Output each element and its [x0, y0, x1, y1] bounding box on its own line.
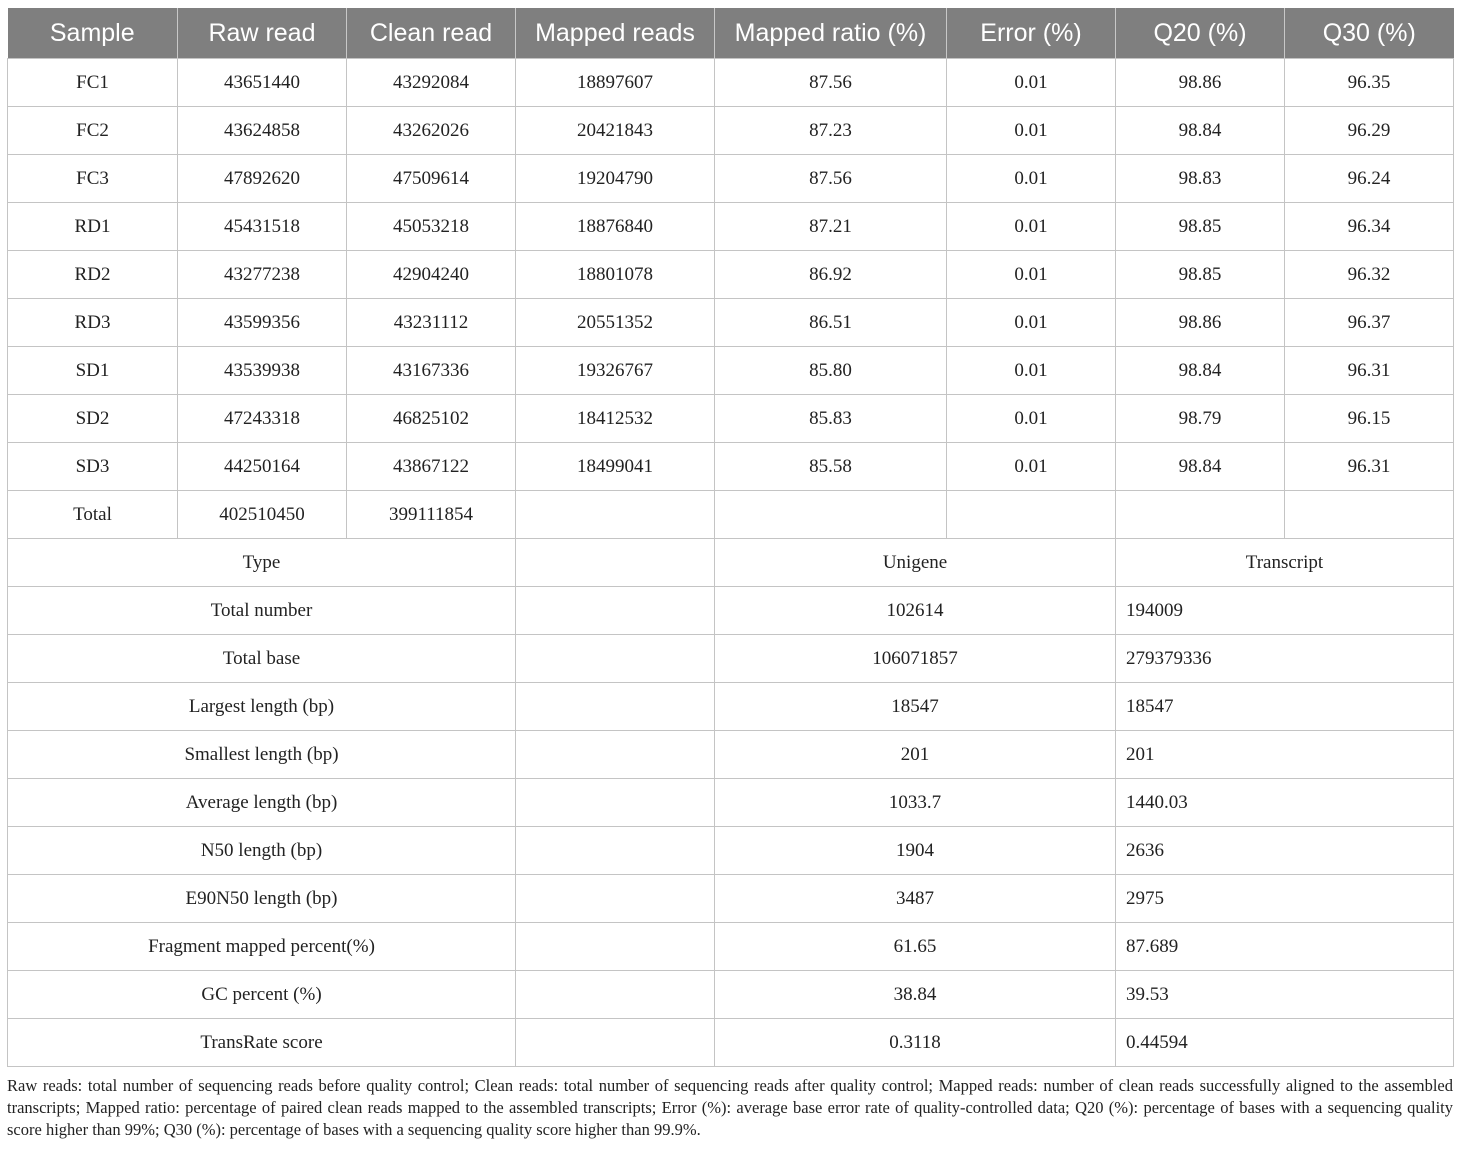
assembly-unigene-cell: 102614: [715, 587, 1116, 635]
table-cell: 47509614: [347, 155, 516, 203]
table-cell: SD2: [8, 395, 178, 443]
table-cell: 18897607: [516, 59, 715, 107]
table-cell: 42904240: [347, 251, 516, 299]
assembly-type-cell: Largest length (bp): [8, 683, 516, 731]
table-cell: 19326767: [516, 347, 715, 395]
assembly-type-cell: Total base: [8, 635, 516, 683]
empty-cell: [1116, 491, 1285, 539]
table-cell: 0.01: [947, 299, 1116, 347]
table-cell: 43651440: [178, 59, 347, 107]
table-cell: 86.92: [715, 251, 947, 299]
table-cell: 0.01: [947, 251, 1116, 299]
header-raw-read: Raw read: [178, 8, 347, 59]
table-cell: 19204790: [516, 155, 715, 203]
table-row: [8, 251, 1454, 299]
table-cell: 85.80: [715, 347, 947, 395]
table-cell: 87.56: [715, 59, 947, 107]
assembly-unigene-cell: 106071857: [715, 635, 1116, 683]
assembly-unigene-cell: 1033.7: [715, 779, 1116, 827]
table-cell: 43539938: [178, 347, 347, 395]
table-cell: 96.31: [1285, 347, 1454, 395]
assembly-row: [8, 683, 1454, 731]
assembly-transcript-cell: 2636: [1116, 827, 1454, 875]
empty-cell: [516, 827, 715, 875]
table-footnote: Raw reads: total number of sequencing reads before quality control; Clean reads: total number of sequencing reads after quality control; Mapped reads: number of clean reads successfully aligned to the assembled transcripts; Mapped ratio: percentage of paired clean reads mapped to the assembled transcripts; Error (%): average base error rate of quality-controlled data; Q20 (%): percentage of bases with a sequencing quality score higher than 99%; Q30 (%): percentage of bases with a sequencing quality score higher than 99.9%.: [7, 1076, 1453, 1139]
table-cell: 96.15: [1285, 395, 1454, 443]
table-cell: 96.34: [1285, 203, 1454, 251]
table-cell: 46825102: [347, 395, 516, 443]
table-cell: 0.01: [947, 347, 1116, 395]
total-label: Total: [8, 491, 178, 539]
assembly-row: [8, 875, 1454, 923]
assembly-unigene-cell: 201: [715, 731, 1116, 779]
table-cell: 85.83: [715, 395, 947, 443]
table-row: [8, 155, 1454, 203]
table-cell: 98.86: [1116, 299, 1285, 347]
assembly-unigene-cell: 1904: [715, 827, 1116, 875]
assembly-transcript-header: Transcript: [1116, 539, 1454, 587]
table-cell: 43167336: [347, 347, 516, 395]
table-row: [8, 347, 1454, 395]
assembly-type-header: Type: [8, 539, 516, 587]
empty-cell: [947, 491, 1116, 539]
empty-cell: [516, 875, 715, 923]
table-cell: 98.84: [1116, 107, 1285, 155]
total-row: [8, 491, 1454, 539]
table-cell: 96.31: [1285, 443, 1454, 491]
assembly-type-cell: Average length (bp): [8, 779, 516, 827]
assembly-row: [8, 827, 1454, 875]
table-cell: 98.85: [1116, 251, 1285, 299]
header-error: Error (%): [947, 8, 1116, 59]
assembly-transcript-cell: 1440.03: [1116, 779, 1454, 827]
assembly-type-cell: E90N50 length (bp): [8, 875, 516, 923]
assembly-row: [8, 923, 1454, 971]
assembly-row: [8, 971, 1454, 1019]
assembly-transcript-cell: 18547: [1116, 683, 1454, 731]
table-cell: 0.01: [947, 155, 1116, 203]
table-cell: 45053218: [347, 203, 516, 251]
table-cell: 43292084: [347, 59, 516, 107]
table-cell: 0.01: [947, 395, 1116, 443]
table-cell: 47243318: [178, 395, 347, 443]
header-q30: Q30 (%): [1285, 8, 1454, 59]
assembly-type-cell: GC percent (%): [8, 971, 516, 1019]
assembly-transcript-cell: 2975: [1116, 875, 1454, 923]
table-cell: 43867122: [347, 443, 516, 491]
table-cell: 20551352: [516, 299, 715, 347]
assembly-type-cell: Fragment mapped percent(%): [8, 923, 516, 971]
empty-cell: [516, 779, 715, 827]
assembly-transcript-cell: 279379336: [1116, 635, 1454, 683]
table-row: [8, 203, 1454, 251]
header-sample: Sample: [8, 8, 178, 59]
table-cell: 43231112: [347, 299, 516, 347]
table-cell: 87.56: [715, 155, 947, 203]
table-cell: 96.37: [1285, 299, 1454, 347]
table-container: [7, 8, 1453, 1067]
total-clean-read: 399111854: [347, 491, 516, 539]
table-cell: SD1: [8, 347, 178, 395]
table-cell: 98.79: [1116, 395, 1285, 443]
table-cell: 98.84: [1116, 347, 1285, 395]
table-cell: 96.29: [1285, 107, 1454, 155]
table-cell: 43262026: [347, 107, 516, 155]
assembly-row: [8, 587, 1454, 635]
table-cell: 0.01: [947, 107, 1116, 155]
table-cell: 86.51: [715, 299, 947, 347]
table-row: [8, 443, 1454, 491]
assembly-unigene-header: Unigene: [715, 539, 1116, 587]
assembly-header-row: [8, 539, 1454, 587]
empty-cell: [516, 635, 715, 683]
assembly-transcript-cell: 201: [1116, 731, 1454, 779]
table-row: [8, 395, 1454, 443]
assembly-type-cell: Total number: [8, 587, 516, 635]
assembly-transcript-cell: 87.689: [1116, 923, 1454, 971]
assembly-type-cell: Smallest length (bp): [8, 731, 516, 779]
table-cell: 0.01: [947, 59, 1116, 107]
table-cell: 18801078: [516, 251, 715, 299]
table-cell: 96.32: [1285, 251, 1454, 299]
assembly-unigene-cell: 61.65: [715, 923, 1116, 971]
table-cell: FC1: [8, 59, 178, 107]
table-cell: 96.24: [1285, 155, 1454, 203]
assembly-row: [8, 635, 1454, 683]
header-row: [8, 8, 1454, 59]
assembly-unigene-cell: 18547: [715, 683, 1116, 731]
empty-cell: [516, 491, 715, 539]
table-cell: 98.83: [1116, 155, 1285, 203]
table-cell: 45431518: [178, 203, 347, 251]
table-cell: 85.58: [715, 443, 947, 491]
table-cell: FC3: [8, 155, 178, 203]
empty-cell: [1285, 491, 1454, 539]
sequencing-stats-table: [7, 8, 1454, 1067]
table-row: [8, 107, 1454, 155]
table-cell: 87.23: [715, 107, 947, 155]
assembly-transcript-cell: 0.44594: [1116, 1019, 1454, 1067]
table-cell: SD3: [8, 443, 178, 491]
assembly-row: [8, 779, 1454, 827]
table-cell: 98.85: [1116, 203, 1285, 251]
table-cell: 43624858: [178, 107, 347, 155]
empty-cell: [715, 491, 947, 539]
table-row: [8, 59, 1454, 107]
assembly-transcript-cell: 39.53: [1116, 971, 1454, 1019]
assembly-row: [8, 1019, 1454, 1067]
table-cell: 44250164: [178, 443, 347, 491]
header-mapped-ratio: Mapped ratio (%): [715, 8, 947, 59]
table-cell: 43599356: [178, 299, 347, 347]
empty-cell: [516, 923, 715, 971]
table-cell: 18412532: [516, 395, 715, 443]
table-row: [8, 299, 1454, 347]
table-cell: 43277238: [178, 251, 347, 299]
empty-cell: [516, 1019, 715, 1067]
table-cell: 98.84: [1116, 443, 1285, 491]
table-cell: 98.86: [1116, 59, 1285, 107]
table-cell: 0.01: [947, 443, 1116, 491]
empty-cell: [516, 539, 715, 587]
empty-cell: [516, 731, 715, 779]
assembly-transcript-cell: 194009: [1116, 587, 1454, 635]
table-cell: RD2: [8, 251, 178, 299]
table-cell: 87.21: [715, 203, 947, 251]
total-raw-read: 402510450: [178, 491, 347, 539]
assembly-type-cell: N50 length (bp): [8, 827, 516, 875]
assembly-unigene-cell: 0.3118: [715, 1019, 1116, 1067]
table-cell: 47892620: [178, 155, 347, 203]
assembly-row: [8, 731, 1454, 779]
table-cell: 20421843: [516, 107, 715, 155]
empty-cell: [516, 683, 715, 731]
table-cell: FC2: [8, 107, 178, 155]
table-cell: 18876840: [516, 203, 715, 251]
header-mapped-reads: Mapped reads: [516, 8, 715, 59]
assembly-unigene-cell: 38.84: [715, 971, 1116, 1019]
empty-cell: [516, 971, 715, 1019]
table-cell: 18499041: [516, 443, 715, 491]
header-clean-read: Clean read: [347, 8, 516, 59]
assembly-type-cell: TransRate score: [8, 1019, 516, 1067]
table-cell: RD3: [8, 299, 178, 347]
header-q20: Q20 (%): [1116, 8, 1285, 59]
assembly-unigene-cell: 3487: [715, 875, 1116, 923]
empty-cell: [516, 587, 715, 635]
table-cell: 96.35: [1285, 59, 1454, 107]
table-cell: RD1: [8, 203, 178, 251]
table-cell: 0.01: [947, 203, 1116, 251]
